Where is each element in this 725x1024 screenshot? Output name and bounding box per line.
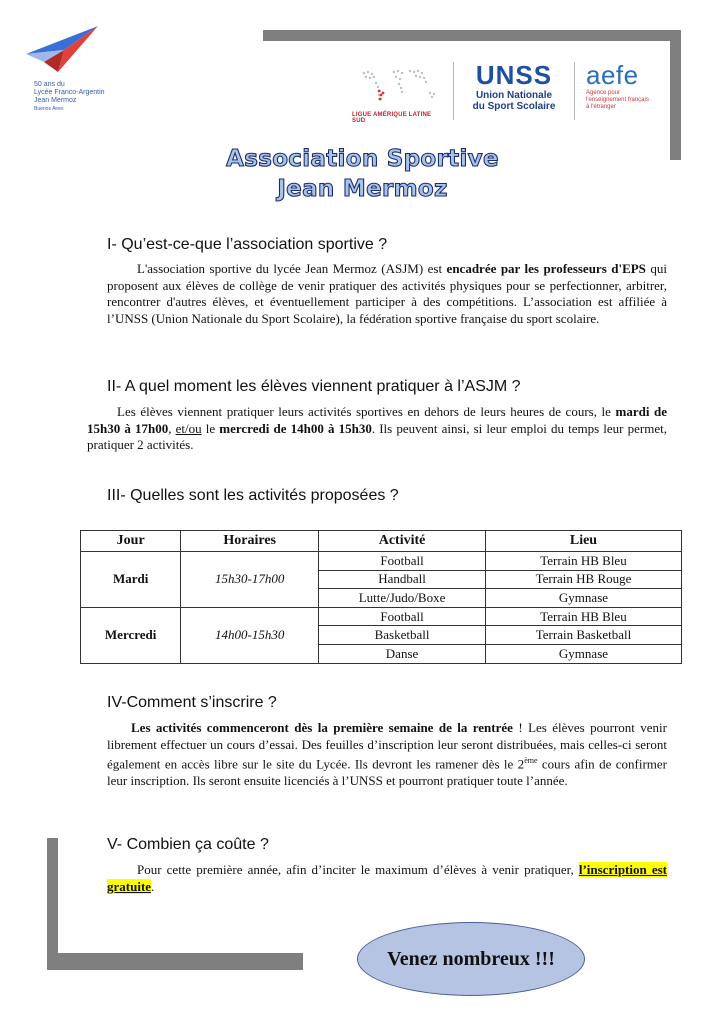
section4-bold: Les activités commenceront dès la première semaine de la rentrée	[131, 720, 513, 735]
section2-text: Les élèves viennent pratiquer leurs activités sportives en dehors de leurs heures de cours, le	[117, 404, 616, 419]
section2-bold-wednesday: mercredi de 14h00 à 15h30	[219, 420, 372, 436]
aefe-logo	[586, 60, 666, 122]
place-cell: Terrain HB Bleu	[485, 552, 681, 571]
hours-cell: 15h30-17h00	[181, 552, 319, 608]
section2-text: le	[201, 420, 220, 436]
section4-text: ! Les élèves pourront venir librement effectuer un cours d’essai. Des feuilles d’inscription leur seront distribuées, mais celles-ci seront également en accès libre sur le site du Lycée. Ils devront les ramener dès le 2	[107, 720, 668, 772]
ligue-caption: LIGUE AMÉRIQUE LATINE SUD	[352, 112, 432, 124]
section1-paragraph	[107, 261, 667, 327]
aefe-line: Agence pour	[586, 90, 621, 96]
frame-bar-right	[670, 30, 681, 160]
section3-heading: III- Quelles sont les activités proposées ?	[107, 487, 399, 504]
ligue-logo	[352, 63, 444, 124]
table-header-row	[81, 531, 682, 552]
section4-heading: IV-Comment s’inscrire ?	[107, 694, 277, 711]
activities-table	[80, 530, 682, 664]
activity-cell: Lutte/Judo/Boxe	[319, 589, 486, 608]
activity-cell: Danse	[319, 644, 486, 663]
column-header: Jour	[81, 531, 181, 552]
place-cell: Terrain HB Bleu	[485, 607, 681, 626]
activity-cell: Football	[319, 607, 486, 626]
table-row	[81, 607, 682, 626]
section5-heading: V- Combien ça coûte ?	[107, 836, 269, 853]
section5-highlight: l’inscription est gratuite	[107, 862, 667, 894]
world-map-icon	[352, 63, 444, 105]
school-logo-line: Buenos Aires	[34, 106, 64, 112]
activity-cell: Basketball	[319, 626, 486, 645]
section1-text: L'association sportive du lycée Jean Mermoz (ASJM) est	[137, 261, 447, 276]
frame-bar-bottom	[47, 953, 303, 970]
section2-heading: II- A quel moment les élèves viennent pratiquer à l’ASJM ?	[107, 378, 521, 395]
section4-superscript: ème	[524, 756, 538, 765]
section2-text: ,	[168, 420, 176, 436]
frame-bar-left	[47, 838, 58, 970]
unss-name-line2: du Sport Scolaire	[472, 101, 556, 112]
aefe-line: à l'étranger	[586, 104, 616, 110]
activity-cell: Football	[319, 552, 486, 571]
column-header: Lieu	[485, 531, 681, 552]
section4-text: cours afin de confirmer leur inscription. Ils seront ensuite licenciés à l’UNSS et pourront pratiquer toute l’année.	[107, 756, 668, 788]
school-logo-line: 50 ans du	[34, 81, 65, 88]
section4-paragraph	[107, 720, 667, 789]
place-cell: Terrain Basketball	[485, 626, 681, 645]
section5-text: .	[151, 878, 155, 894]
section5-text: Pour cette première année, afin d’inciter le maximum d’élèves à venir pratiquer,	[137, 862, 579, 877]
day-cell: Mercredi	[81, 607, 181, 663]
school-logo-line: Lycée Franco-Argentin	[34, 89, 105, 96]
section1-bold: encadrée par les professeurs d'EPS	[446, 261, 646, 276]
page-title-line1: Association Sportive	[226, 146, 499, 172]
logo-divider	[453, 62, 454, 120]
aefe-line: l'enseignement français	[586, 97, 649, 103]
section5-paragraph	[107, 862, 667, 895]
place-cell: Gymnase	[485, 589, 681, 608]
section2-bold-tuesday: mardi de 15h30 à 17h00	[87, 404, 667, 436]
activity-cell: Handball	[319, 570, 486, 589]
place-cell: Gymnase	[485, 644, 681, 663]
day-cell: Mardi	[81, 552, 181, 608]
frame-bar-top	[263, 30, 681, 41]
hours-cell: 14h00-15h30	[181, 607, 319, 663]
section1-text: qui proposent aux élèves de collège de venir pratiquer des activités physiques pour se perfectionner, arbitrer, rencontrer d'autres élèves, et éventuellement participer à des compétitions. L’association est affiliée à l’UNSS (Union Nationale du Sport Scolaire), la fédération sportive française du sport scolaire.	[107, 261, 667, 326]
place-cell: Terrain HB Rouge	[485, 570, 681, 589]
page-title-line2: Jean Mermoz	[277, 176, 448, 202]
unss-wordmark: UNSS	[475, 60, 553, 90]
section2-paragraph	[87, 404, 667, 454]
logo-divider	[574, 62, 575, 120]
section2-underline: et/ou	[175, 420, 202, 436]
column-header: Horaires	[181, 531, 319, 552]
column-header: Activité	[319, 531, 486, 552]
table-row	[81, 552, 682, 571]
unss-logo	[462, 60, 566, 122]
callout-text: Venez nombreux !!!	[387, 947, 555, 970]
aefe-wordmark: aefe	[586, 60, 639, 90]
section1-heading: I- Qu’est-ce-que l’association sportive ?	[107, 236, 388, 253]
section2-text: . Ils peuvent ainsi, si leur emploi du temps leur permet, pratiquer 2 activités.	[87, 420, 667, 452]
paper-plane-icon	[24, 24, 104, 74]
unss-name-line1: Union Nationale	[475, 90, 553, 101]
callout-bubble	[357, 922, 585, 996]
school-logo	[24, 24, 134, 114]
school-logo-line: Jean Mermoz	[34, 97, 77, 104]
